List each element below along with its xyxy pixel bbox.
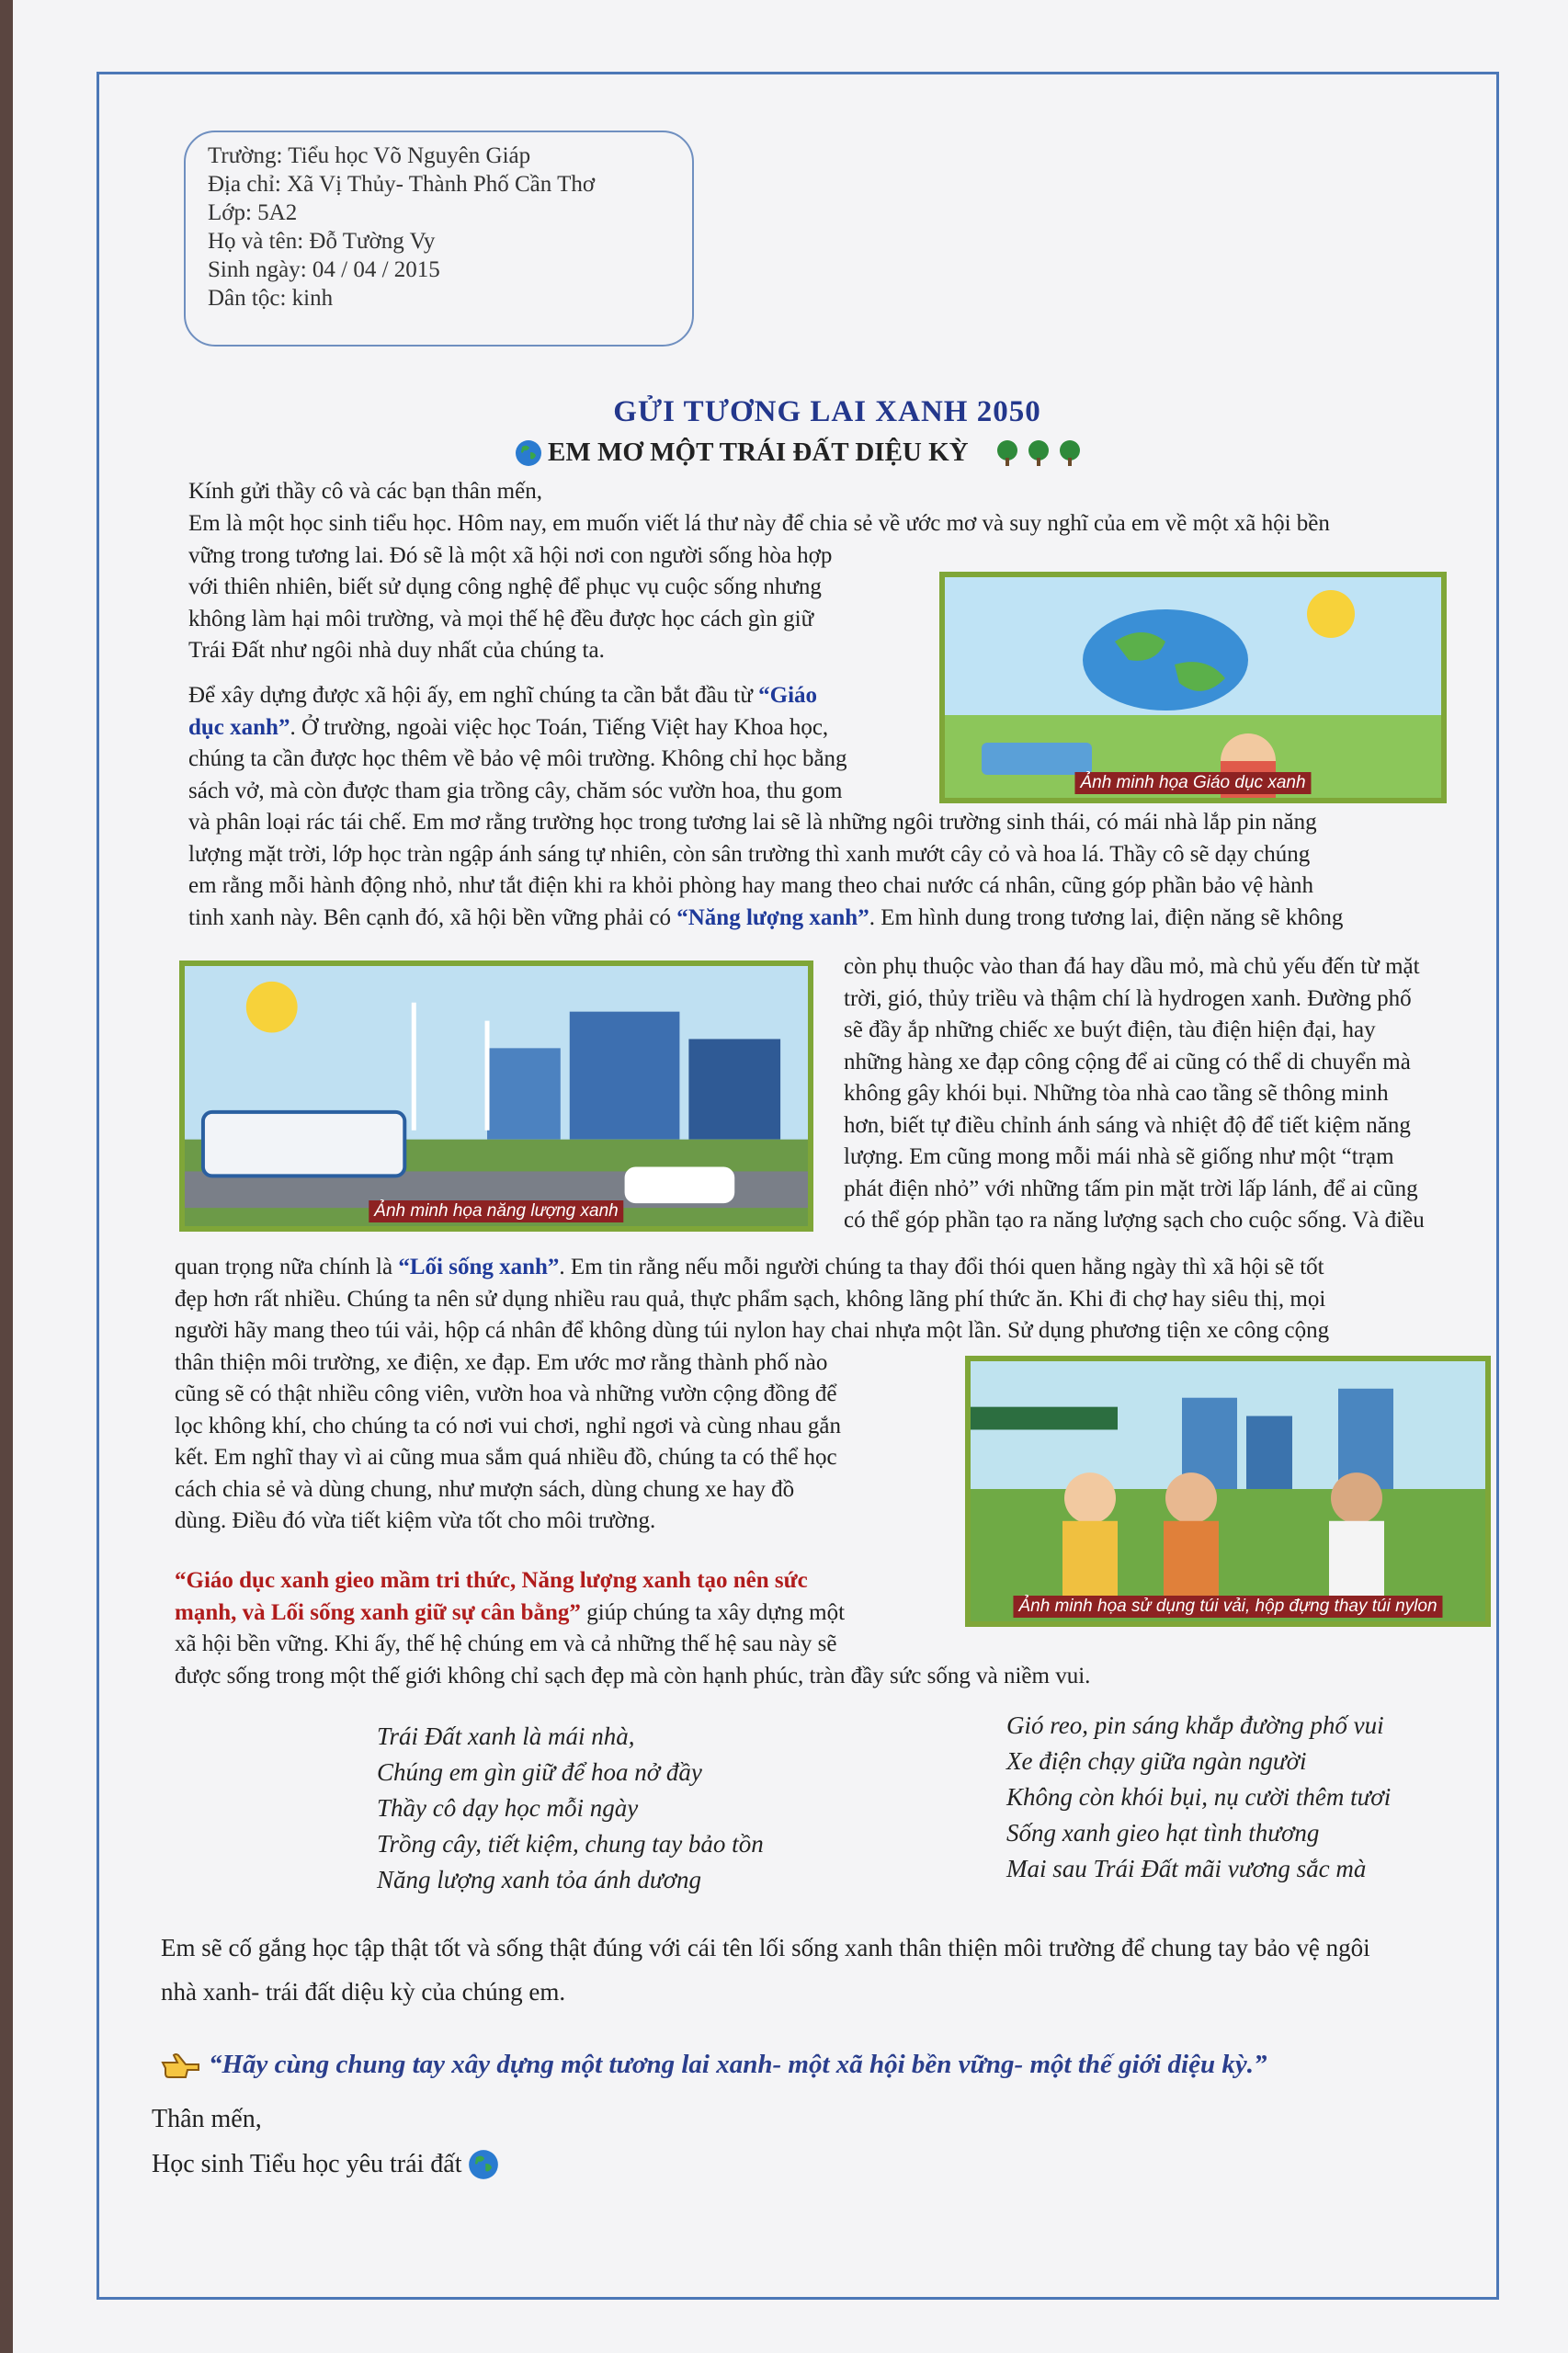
text-line: đẹp hơn rất nhiều. Chúng ta nên sử dụng nhiều rau quả, thực phẩm sạch, không lãng phí thức ăn. Khi đi chợ hay siêu thị, mọi bbox=[175, 1286, 1326, 1312]
poem-line: Sống xanh gieo hạt tình thương bbox=[1006, 1819, 1320, 1847]
paragraph-summary bbox=[175, 1565, 1090, 1692]
poem-line: Không còn khói bụi, nụ cười thêm tươi bbox=[1006, 1783, 1392, 1811]
highlight-slogan: “Giáo dục xanh gieo mầm tri thức, Năng lượng xanh tạo nên sức bbox=[175, 1568, 808, 1593]
text-line: không làm hại môi trường, và mọi thế hệ đều được học cách gìn giữ bbox=[188, 606, 814, 631]
page-subtitle bbox=[515, 438, 1176, 468]
tree-icon bbox=[1057, 439, 1083, 467]
poem-line: Chúng em gìn giữ để hoa nở đầy bbox=[377, 1758, 702, 1786]
signature-text: Học sinh Tiểu học yêu trái đất bbox=[152, 2150, 462, 2178]
poem-left-column bbox=[377, 1719, 764, 1898]
closing-quote bbox=[161, 2050, 1267, 2080]
text-line: vững trong tương lai. Đó sẽ là một xã hội nơi con người sống hòa hợp bbox=[188, 542, 833, 568]
text-line: mạnh, và Lối sống xanh giữ sự cân bằng” giúp chúng ta xây dựng một bbox=[175, 1599, 846, 1625]
tree-icon bbox=[1026, 439, 1051, 467]
info-dob: Sinh ngày: 04 / 04 / 2015 bbox=[208, 257, 440, 282]
closing-paragraph bbox=[161, 1926, 1370, 2014]
student-info-box bbox=[184, 131, 694, 347]
highlight-green-lifestyle: “Lối sống xanh” bbox=[398, 1255, 560, 1279]
signoff: Thân mến, bbox=[152, 2105, 262, 2133]
poem-line: Mai sau Trái Đất mãi vương sắc mà bbox=[1006, 1855, 1367, 1882]
greeting: Kính gửi thầy cô và các bạn thân mến, bbox=[188, 479, 542, 504]
poem-line: Năng lượng xanh tỏa ánh dương bbox=[377, 1866, 702, 1893]
globe-icon bbox=[468, 2149, 499, 2180]
pointing-hand-icon bbox=[161, 2052, 201, 2079]
text-line: còn phụ thuộc vào than đá hay dầu mỏ, mà chủ yếu đến từ mặt bbox=[844, 954, 1420, 979]
info-school: Trường: Tiểu học Võ Nguyên Giáp bbox=[208, 143, 531, 168]
globe-icon bbox=[515, 439, 542, 467]
text-line: Trái Đất như ngôi nhà duy nhất của chúng ta. bbox=[188, 638, 605, 663]
illustration-green-education bbox=[939, 572, 1447, 803]
tree-icon bbox=[994, 439, 1020, 467]
text-line: có thể góp phần tạo ra năng lượng sạch cho cuộc sống. Và điều bbox=[844, 1208, 1425, 1233]
text-line: chúng ta cần được học thêm về bảo vệ môi trường. Không chỉ học bằng bbox=[188, 746, 847, 771]
text-line: được sống trong một thế giới không chỉ sạch đẹp mà còn hạnh phúc, tràn đầy sức sống và niềm vui. bbox=[175, 1663, 1091, 1688]
subtitle-text: EM MƠ MỘT TRÁI ĐẤT DIỆU KỲ bbox=[548, 438, 969, 467]
poem-line: Trái Đất xanh là mái nhà, bbox=[377, 1722, 635, 1750]
info-class: Lớp: 5A2 bbox=[208, 200, 298, 225]
highlight-green-energy: “Năng lượng xanh” bbox=[676, 904, 869, 930]
info-address: Địa chỉ: Xã Vị Thủy- Thành Phố Cần Thơ bbox=[208, 172, 596, 197]
text-line: lọc không khí, cho chúng ta có nơi vui chơi, nghỉ ngơi và cùng nhau gắn bbox=[175, 1413, 841, 1438]
text-line: em rằng mỗi hành động nhỏ, như tắt điện khi ra khỏi phòng hay mang theo chai nước cá nhân, cũng góp phần bảo vệ hành bbox=[188, 873, 1314, 898]
tree-icons bbox=[994, 439, 1083, 467]
text-line: sẽ đầy ắp những chiếc xe buýt điện, tàu điện hiện đại, hay bbox=[844, 1017, 1376, 1042]
text-line: xã hội bền vững. Khi ấy, thế hệ chúng em và cả những thế hệ sau này sẽ bbox=[175, 1631, 837, 1656]
highlight-green-education: “Giáo bbox=[758, 683, 818, 708]
text-line: phát điện nhỏ” với những tấm pin mặt trời lấp lánh, để ai cũng bbox=[844, 1176, 1418, 1201]
caption-green-lifestyle: Ảnh minh họa sử dụng túi vải, hộp đựng thay túi nylon bbox=[1013, 1596, 1442, 1618]
text-line: và phân loại rác tái chế. Em mơ rằng trường học trong tương lai sẽ là những ngôi trường sinh thái, có mái nhà lắp pin năng bbox=[188, 810, 1317, 835]
info-ethnic: Dân tộc: kinh bbox=[208, 286, 334, 311]
text-line: Em sẽ cố gắng học tập thật tốt và sống thật đúng với cái tên lối sống xanh thân thiện môi trường để chung tay bảo vệ ngôi bbox=[161, 1934, 1370, 1961]
text-line: nhà xanh- trái đất diệu kỳ của chúng em. bbox=[161, 1978, 566, 2006]
paragraph-green-energy bbox=[844, 951, 1425, 1237]
text-line: hơn, biết tự điều chỉnh ánh sáng và nhiệt độ để tiết kiệm năng bbox=[844, 1112, 1411, 1138]
info-name: Họ và tên: Đỗ Tường Vy bbox=[208, 229, 436, 254]
poem-line: Thầy cô dạy học mỗi ngày bbox=[377, 1794, 639, 1822]
poem-line: Gió reo, pin sáng khắp đường phố vui bbox=[1006, 1711, 1384, 1739]
text-line: người hãy mang theo túi vải, hộp cá nhân để không dùng túi nylon hay chai nhựa một lần. Sử dụng phương tiện xe công cộng bbox=[175, 1318, 1330, 1343]
poem-right-column bbox=[1006, 1708, 1391, 1887]
text-line: cũng sẽ có thật nhiều công viên, vườn hoa và những vườn cộng đồng để bbox=[175, 1381, 837, 1406]
text-line: dục xanh”. Ở trường, ngoài việc học Toán, Tiếng Việt hay Khoa học, bbox=[188, 714, 829, 740]
text-line: những hàng xe đạp công cộng để ai cũng có thể di chuyển mà bbox=[844, 1049, 1411, 1074]
text-line: sách vở, mà còn được tham gia trồng cây, chăm sóc vườn hoa, thu gom bbox=[188, 778, 843, 803]
caption-green-energy: Ảnh minh họa năng lượng xanh bbox=[369, 1200, 623, 1222]
text-line: lượng mặt trời, lớp học tràn ngập ánh sáng tự nhiên, còn sân trường thì xanh mướt cây cỏ và hoa lá. Thầy cô sẽ dạy chúng bbox=[188, 841, 1311, 867]
quote-text: “Hãy cùng chung tay xây dựng một tương lai xanh- một xã hội bền vững- một thế giới diệu kỳ.” bbox=[209, 2050, 1267, 2079]
page-title: GỬI TƯƠNG LAI XANH 2050 bbox=[613, 395, 1041, 428]
text-line: thân thiện môi trường, xe điện, xe đạp. Em ước mơ rằng thành phố nào bbox=[175, 1349, 828, 1375]
text-line: quan trọng nữa chính là “Lối sống xanh”. Em tin rằng nếu mỗi người chúng ta thay đổi thói quen hằng ngày thì xã hội sẽ tốt bbox=[175, 1255, 1324, 1279]
text-line: với thiên nhiên, biết sử dụng công nghệ để phục vụ cuộc sống nhưng bbox=[188, 574, 822, 599]
text-line: dùng. Điều đó vừa tiết kiệm vừa tốt cho môi trường. bbox=[175, 1508, 656, 1533]
illustration-green-energy bbox=[179, 961, 813, 1232]
text-line: cách chia sẻ và dùng chung, như mượn sách, dùng chung xe hay đồ bbox=[175, 1476, 795, 1502]
text-line: lượng. Em cũng mong mỗi mái nhà sẽ giống như một “trạm bbox=[844, 1144, 1394, 1169]
poem-line: Xe điện chạy giữa ngàn người bbox=[1006, 1747, 1307, 1775]
text-line: Em là một học sinh tiểu học. Hôm nay, em muốn viết lá thư này để chia sẻ về ước mơ và suy nghĩ của em về một xã hội bền bbox=[188, 511, 1330, 536]
text-line: tinh xanh này. Bên cạnh đó, xã hội bền vững phải có “Năng lượng xanh”. Em hình dung trong tương lai, điện năng sẽ không bbox=[188, 904, 1344, 930]
text-line: trời, gió, thủy triều và thậm chí là hydrogen xanh. Đường phố bbox=[844, 985, 1412, 1011]
poem-line: Trồng cây, tiết kiệm, chung tay bảo tồn bbox=[377, 1830, 764, 1858]
text-line: không gây khói bụi. Những tòa nhà cao tầng sẽ thông minh bbox=[844, 1081, 1389, 1106]
signature bbox=[152, 2149, 499, 2180]
text-line: Để xây dựng được xã hội ấy, em nghĩ chúng ta cần bắt đầu từ “Giáo bbox=[188, 683, 818, 708]
caption-green-education: Ảnh minh họa Giáo dục xanh bbox=[1074, 772, 1311, 794]
text-line: kết. Em nghĩ thay vì ai cũng mua sắm quá nhiều đồ, chúng ta có thể học bbox=[175, 1445, 837, 1470]
